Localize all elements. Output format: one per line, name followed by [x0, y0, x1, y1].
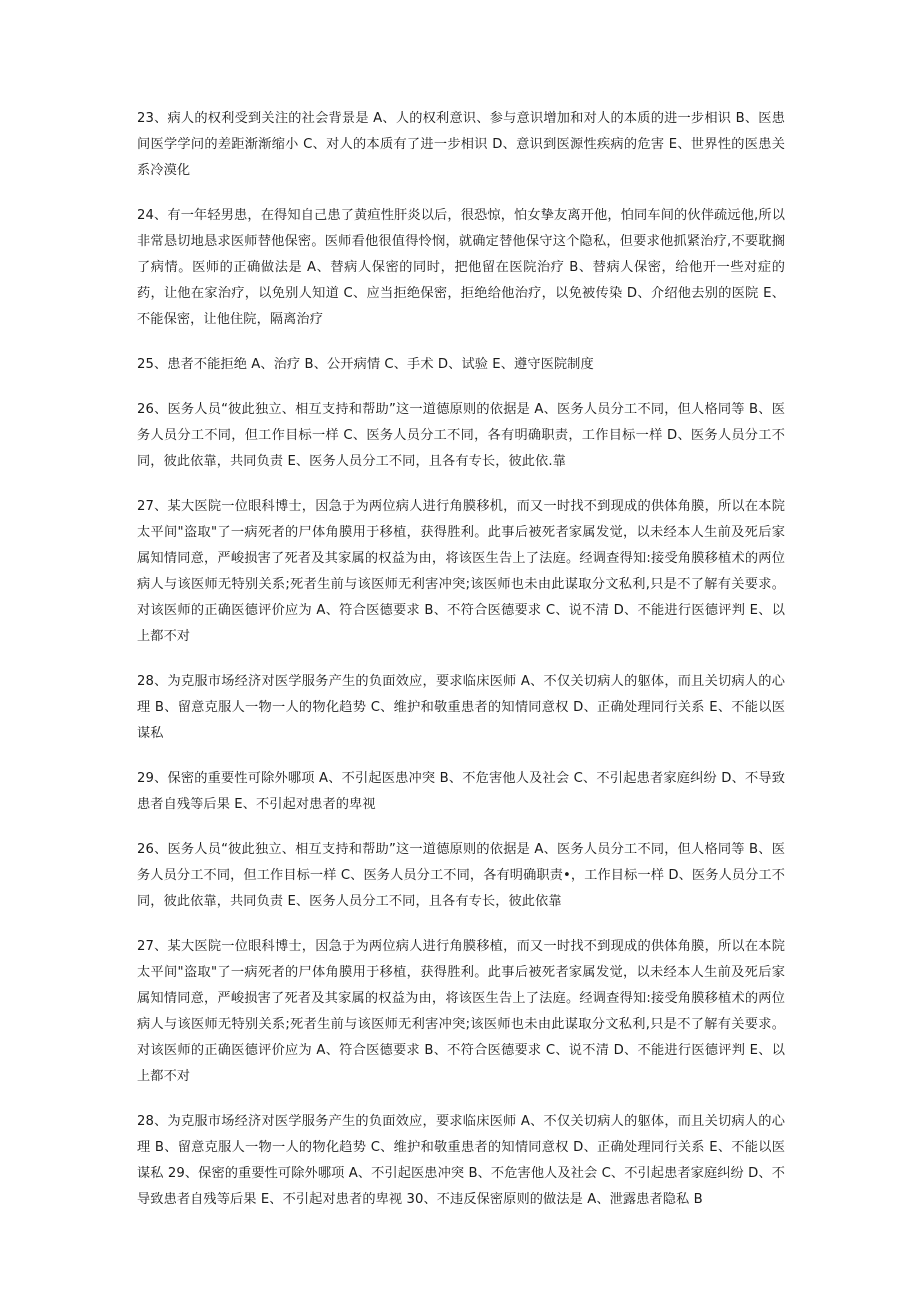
question-26: 26、医务人员“彼此独立、相互支持和帮助”这一道德原则的依据是 A、医务人员分工不同，但人格同等 B、医务人员分工不同，但工作目标一样 C、医务人员分工不同，各有明确职责，工作目标一样 D、医务人员分工不同，彼此依靠，共同负责 E、医务人员分工不同，且各有专长，彼此依.靠: [137, 402, 785, 469]
question-28: 28、为克服市场经济对医学服务产生的负面效应，要求临床医师 A、不仅关切病人的躯体，而且关切病人的心理 B、留意克服人一物一人的物化趋势 C、维护和敬重患者的知情同意权 D、正确处理同行关系 E、不能以医谋私: [137, 674, 785, 741]
question-23: 23、病人的权利受到关注的社会背景是 A、人的权利意识、参与意识增加和对人的本质的进一步相识 B、医患间医学学问的差距渐渐缩小 C、对人的本质有了进一步相识 D、意识到医源性疾病的危害 E、世界性的医患关系冷漠化: [137, 111, 785, 178]
question-29: 29、保密的重要性可除外哪项 A、不引起医患冲突 B、不危害他人及社会 C、不引起患者家庭纠纷 D、不导致患者自残等后果 E、不引起对患者的卑视: [137, 771, 785, 812]
question-28-30: 28、为克服市场经济对医学服务产生的负面效应，要求临床医师 A、不仅关切病人的躯体，而且关切病人的心理 B、留意克服人一物一人的物化趋势 C、维护和敬重患者的知情同意权 D、正确处理同行关系 E、不能以医谋私 29、保密的重要性可除外哪项 A、不引起医患冲突 B、不危害他人及社会 C、不引起患者家庭纠纷 D、不导致患者自残等后果 E、不引起对患者的卑视 30、不违反保密原则的做法是 A、泄露患者隐私 B: [137, 1114, 785, 1207]
document-page: [137, 106, 785, 1232]
question-27-repeat: 27、某大医院一位眼科博士，因急于为两位病人进行角膜移植，而又一时找不到现成的供体角膜，所以在本院太平间"盗取"了一病死者的尸体角膜用于移植，获得胜利。此事后被死者家属发觉，以未经本人生前及死后家属知情同意，严峻损害了死者及其家属的权益为由，将该医生告上了法庭。经调查得知:接受角膜移植术的两位病人与该医师无特别关系;死者生前与该医师无利害冲突;该医师也未由此谋取分文私利,只是不了解有关要求。对该医师的正确医德评价应为 A、符合医德要求 B、不符合医德要求 C、说不清 D、不能进行医德评判 E、以上都不对: [137, 939, 785, 1084]
question-24: 24、有一年轻男患，在得知自己患了黄疸性肝炎以后，很恐惊，怕女挚友离开他，怕同车间的伙伴疏远他,所以非常恳切地恳求医师替他保密。医师看他很值得怜悯，就确定替他保守这个隐私，但要求他抓紧治疗,不要耽搁了病情。医师的正确做法是 A、替病人保密的同时，把他留在医院治疗 B、替病人保密，给他开一些对症的药，让他在家治疗，以免别人知道 C、应当拒绝保密，拒绝给他治疗，以免被传染 D、介绍他去别的医院 E、不能保密，让他住院，隔离治疗: [137, 208, 785, 327]
question-26-repeat: 26、医务人员“彼此独立、相互支持和帮助”这一道德原则的依据是 A、医务人员分工不同，但人格同等 B、医务人员分工不同，但工作目标一样 C、医务人员分工不同，各有明确职责•，工作目标一样 D、医务人员分工不同，彼此依靠，共同负责 E、医务人员分工不同，且各有专长，彼此依靠: [137, 842, 785, 909]
question-25: 25、患者不能拒绝 A、治疗 B、公开病情 C、手术 D、试验 E、遵守医院制度: [137, 357, 594, 372]
question-27: 27、某大医院一位眼科博士，因急于为两位病人进行角膜移机，而又一时找不到现成的供体角膜，所以在本院太平间"盗取"了一病死者的尸体角膜用于移植，获得胜利。此事后被死者家属发觉，以未经本人生前及死后家属知情同意，严峻损害了死者及其家属的权益为由，将该医生告上了法庭。经调查得知:接受角膜移植术的两位病人与该医师无特别关系;死者生前与该医师无利害冲突;该医师也未由此谋取分文私利,只是不了解有关要求。对该医师的正确医德评价应为 A、符合医德要求 B、不符合医德要求 C、说不清 D、不能进行医德评判 E、以上都不对: [137, 499, 785, 644]
